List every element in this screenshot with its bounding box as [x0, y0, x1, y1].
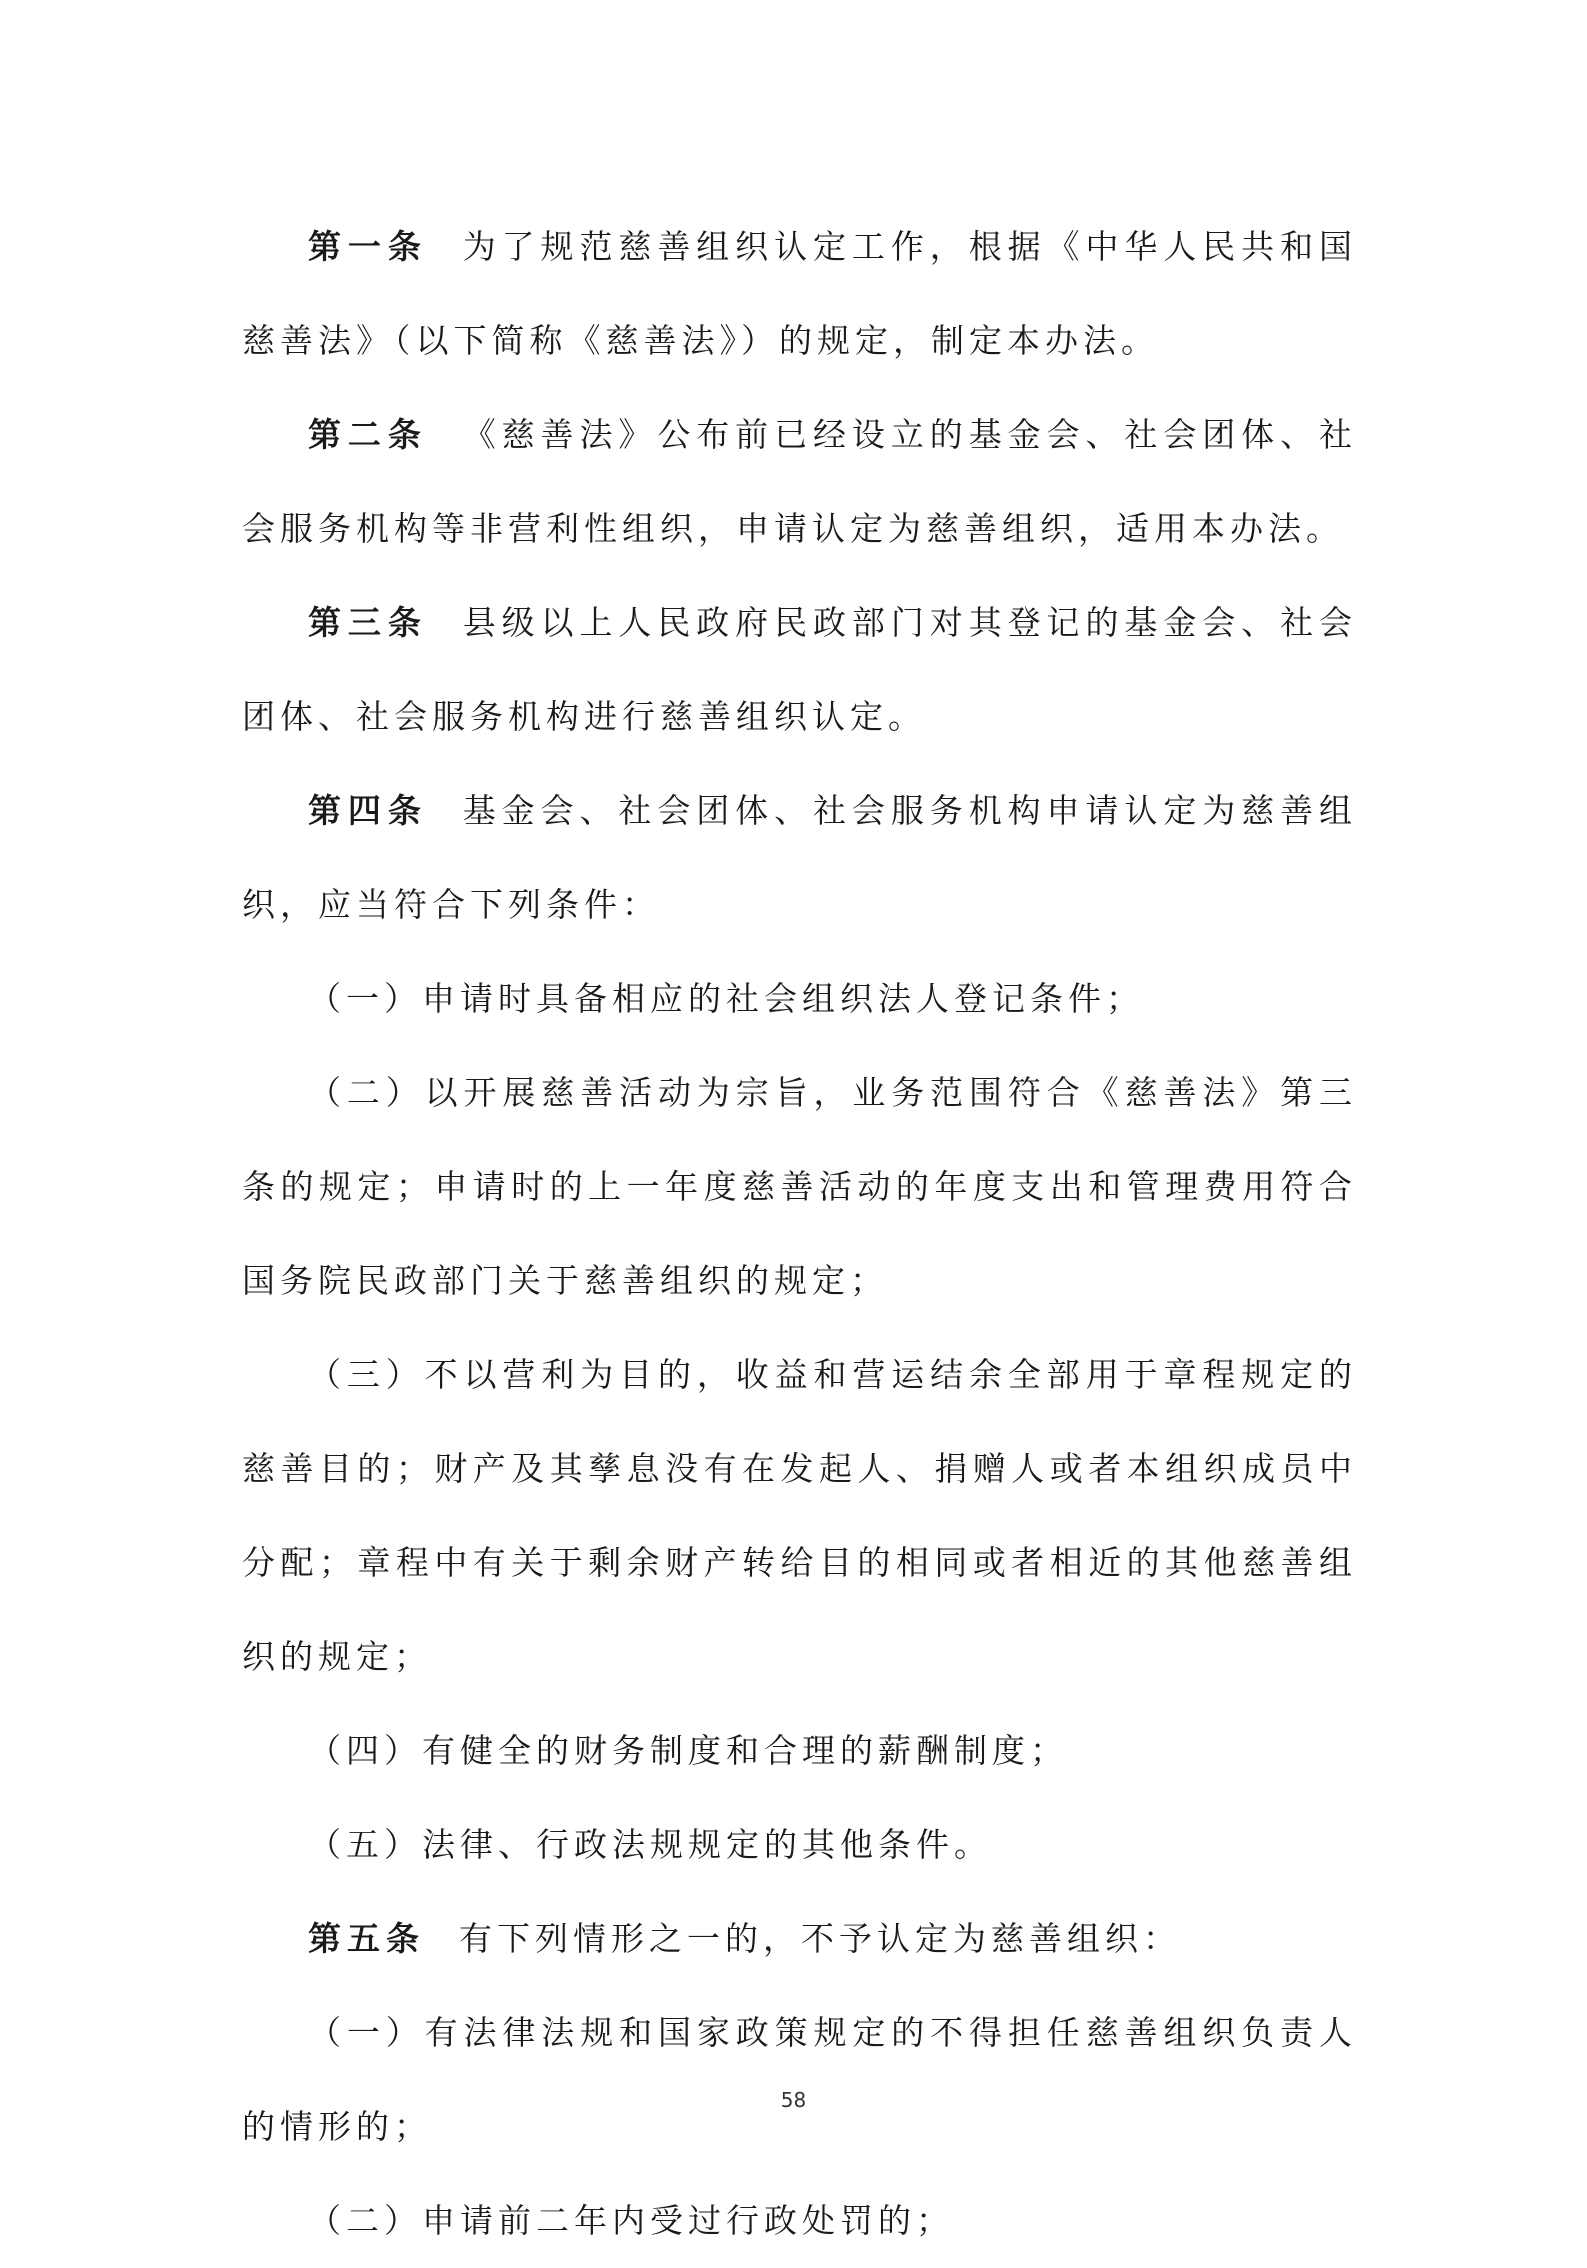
- article-4-item: （三）不以营利为目的，收益和营运结余全部用于章程规定的慈善目的；财产及其孳息没有在发起人、捐赠人或者本组织成员中分配；章程中有关于剩余财产转给目的相同或者相近的其他慈善组织的规定；: [242, 1355, 1357, 1676]
- page-number: 58: [780, 2088, 807, 2112]
- article-text: 《慈善法》公布前已经设立的基金会、社会团体、社会服务机构等非营利性组织，申请认定为慈善组织，适用本办法。: [242, 415, 1358, 548]
- article-5-item: （二）申请前二年内受过行政处罚的；: [308, 2201, 954, 2240]
- article-label: 第一条: [308, 227, 428, 266]
- article-4: [242, 764, 1357, 952]
- article-4-item: （二）以开展慈善活动为宗旨，业务范围符合《慈善法》第三条的规定；申请时的上一年度慈善活动的年度支出和管理费用符合国务院民政部门关于慈善组织的规定；: [242, 1073, 1357, 1300]
- article-4-item: （五）法律、行政法规规定的其他条件。: [308, 1825, 992, 1864]
- article-4-item: （四）有健全的财务制度和合理的薪酬制度；: [308, 1731, 1068, 1770]
- article-5-item: （一）有法律法规和国家政策规定的不得担任慈善组织负责人的情形的；: [242, 2013, 1357, 2146]
- article-3: [242, 576, 1357, 764]
- article-5: [242, 1892, 1357, 1986]
- article-1: [242, 200, 1357, 388]
- article-label: 第四条: [308, 791, 428, 830]
- article-label: 第二条: [308, 415, 428, 454]
- article-text: 县级以上人民政府民政部门对其登记的基金会、社会团体、社会服务机构进行慈善组织认定。: [242, 603, 1358, 736]
- article-label: 第五条: [308, 1919, 425, 1958]
- article-4-item: （一）申请时具备相应的社会组织法人登记条件；: [308, 979, 1144, 1018]
- article-2: [242, 388, 1357, 576]
- article-label: 第三条: [308, 603, 428, 642]
- regulation-body: [242, 200, 1357, 2268]
- article-text: 为了规范慈善组织认定工作，根据《中华人民共和国慈善法》（以下简称《慈善法》）的规定，制定本办法。: [242, 227, 1358, 360]
- article-text: 有下列情形之一的，不予认定为慈善组织：: [459, 1919, 1181, 1958]
- article-text: 基金会、社会团体、社会服务机构申请认定为慈善组织，应当符合下列条件：: [242, 791, 1358, 924]
